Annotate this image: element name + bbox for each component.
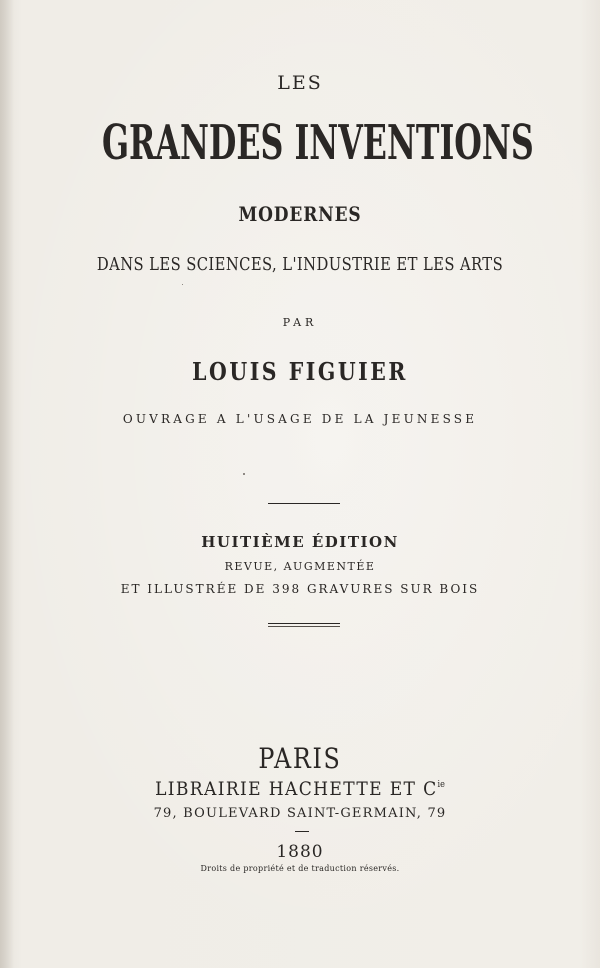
publication-year: 1880 bbox=[276, 842, 324, 862]
rights-notice: Droits de propriété et de traduction réservés. bbox=[200, 864, 400, 873]
publisher-superscript: ie bbox=[437, 780, 445, 790]
double-rule-bottom bbox=[268, 626, 340, 627]
publisher-name: LIBRAIRIE HACHETTE ET C bbox=[155, 778, 438, 800]
short-dash-rule bbox=[295, 831, 309, 832]
publisher-address: 79, BOULEVARD SAINT-GERMAIN, 79 bbox=[153, 806, 447, 821]
by-line: PAR bbox=[282, 316, 318, 329]
edition-label: HUITIÈME ÉDITION bbox=[201, 533, 399, 551]
main-title: GRANDES INVENTIONS bbox=[101, 115, 534, 171]
audience-note: OUVRAGE A L'USAGE DE LA JEUNESSE bbox=[122, 412, 478, 426]
paper-speck bbox=[243, 473, 245, 475]
divider-rule bbox=[268, 503, 340, 504]
title-article: LES bbox=[277, 72, 323, 94]
title-modernes: MODERNES bbox=[238, 202, 362, 226]
author-name: LOUIS FIGUIER bbox=[192, 357, 408, 386]
paper-speck bbox=[182, 284, 183, 285]
double-rule-top bbox=[268, 623, 340, 624]
publisher-line bbox=[30, 778, 570, 800]
subtitle: DANS LES SCIENCES, L'INDUSTRIE ET LES ARTS bbox=[96, 254, 504, 275]
illustration-note: ET ILLUSTRÉE DE 398 GRAVURES SUR BOIS bbox=[120, 582, 480, 596]
binding-gutter bbox=[0, 0, 14, 968]
revision-note: REVUE, AUGMENTÉE bbox=[224, 560, 376, 573]
publication-city: PARIS bbox=[258, 742, 342, 775]
